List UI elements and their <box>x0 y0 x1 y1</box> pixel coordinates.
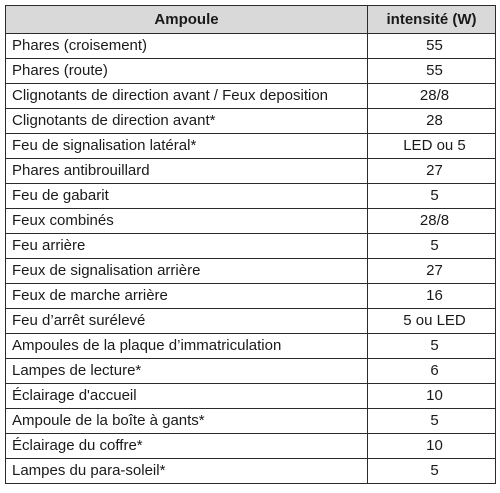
power-cell: 27 <box>368 259 496 284</box>
bulb-cell: Ampoules de la plaque d’immatriculation <box>6 334 368 359</box>
table-row <box>6 84 496 109</box>
table-row <box>6 159 496 184</box>
table-row <box>6 184 496 209</box>
table-row <box>6 109 496 134</box>
table-row <box>6 134 496 159</box>
bulb-cell: Phares antibrouillard <box>6 159 368 184</box>
bulb-cell: Feu d’arrêt surélevé <box>6 309 368 334</box>
column-header-bulb: Ampoule <box>6 6 368 34</box>
table-row <box>6 209 496 234</box>
power-cell: 28/8 <box>368 209 496 234</box>
table-row <box>6 284 496 309</box>
power-cell: 55 <box>368 34 496 59</box>
bulb-cell: Ampoule de la boîte à gants* <box>6 409 368 434</box>
power-cell: 5 <box>368 184 496 209</box>
power-cell: 28 <box>368 109 496 134</box>
power-cell: 55 <box>368 59 496 84</box>
power-cell: 27 <box>368 159 496 184</box>
table-row <box>6 34 496 59</box>
power-cell: 5 ou LED <box>368 309 496 334</box>
bulb-cell: Lampes de lecture* <box>6 359 368 384</box>
column-header-power: intensité (W) <box>368 6 496 34</box>
table-row <box>6 459 496 484</box>
bulb-cell: Feux de signalisation arrière <box>6 259 368 284</box>
bulb-cell: Clignotants de direction avant* <box>6 109 368 134</box>
header-row <box>6 6 496 34</box>
table-body <box>6 34 496 484</box>
power-cell: 5 <box>368 234 496 259</box>
table-row <box>6 234 496 259</box>
bulb-specification-table <box>5 5 496 484</box>
power-cell: 16 <box>368 284 496 309</box>
power-cell: 6 <box>368 359 496 384</box>
bulb-cell: Feu de signalisation latéral* <box>6 134 368 159</box>
bulb-cell: Feux de marche arrière <box>6 284 368 309</box>
table-row <box>6 409 496 434</box>
power-cell: 5 <box>368 334 496 359</box>
power-cell: LED ou 5 <box>368 134 496 159</box>
table-row <box>6 384 496 409</box>
bulb-cell: Clignotants de direction avant / Feux deposition <box>6 84 368 109</box>
power-cell: 10 <box>368 384 496 409</box>
bulb-cell: Éclairage d'accueil <box>6 384 368 409</box>
bulb-cell: Feu arrière <box>6 234 368 259</box>
bulb-cell: Feux combinés <box>6 209 368 234</box>
power-cell: 10 <box>368 434 496 459</box>
power-cell: 5 <box>368 459 496 484</box>
bulb-cell: Éclairage du coffre* <box>6 434 368 459</box>
bulb-cell: Lampes du para-soleil* <box>6 459 368 484</box>
power-cell: 28/8 <box>368 84 496 109</box>
power-cell: 5 <box>368 409 496 434</box>
table-row <box>6 259 496 284</box>
bulb-cell: Phares (croisement) <box>6 34 368 59</box>
bulb-cell: Phares (route) <box>6 59 368 84</box>
table-row <box>6 59 496 84</box>
bulb-cell: Feu de gabarit <box>6 184 368 209</box>
table-row <box>6 359 496 384</box>
table-row <box>6 434 496 459</box>
table-row <box>6 309 496 334</box>
table-row <box>6 334 496 359</box>
table-header <box>6 6 496 34</box>
